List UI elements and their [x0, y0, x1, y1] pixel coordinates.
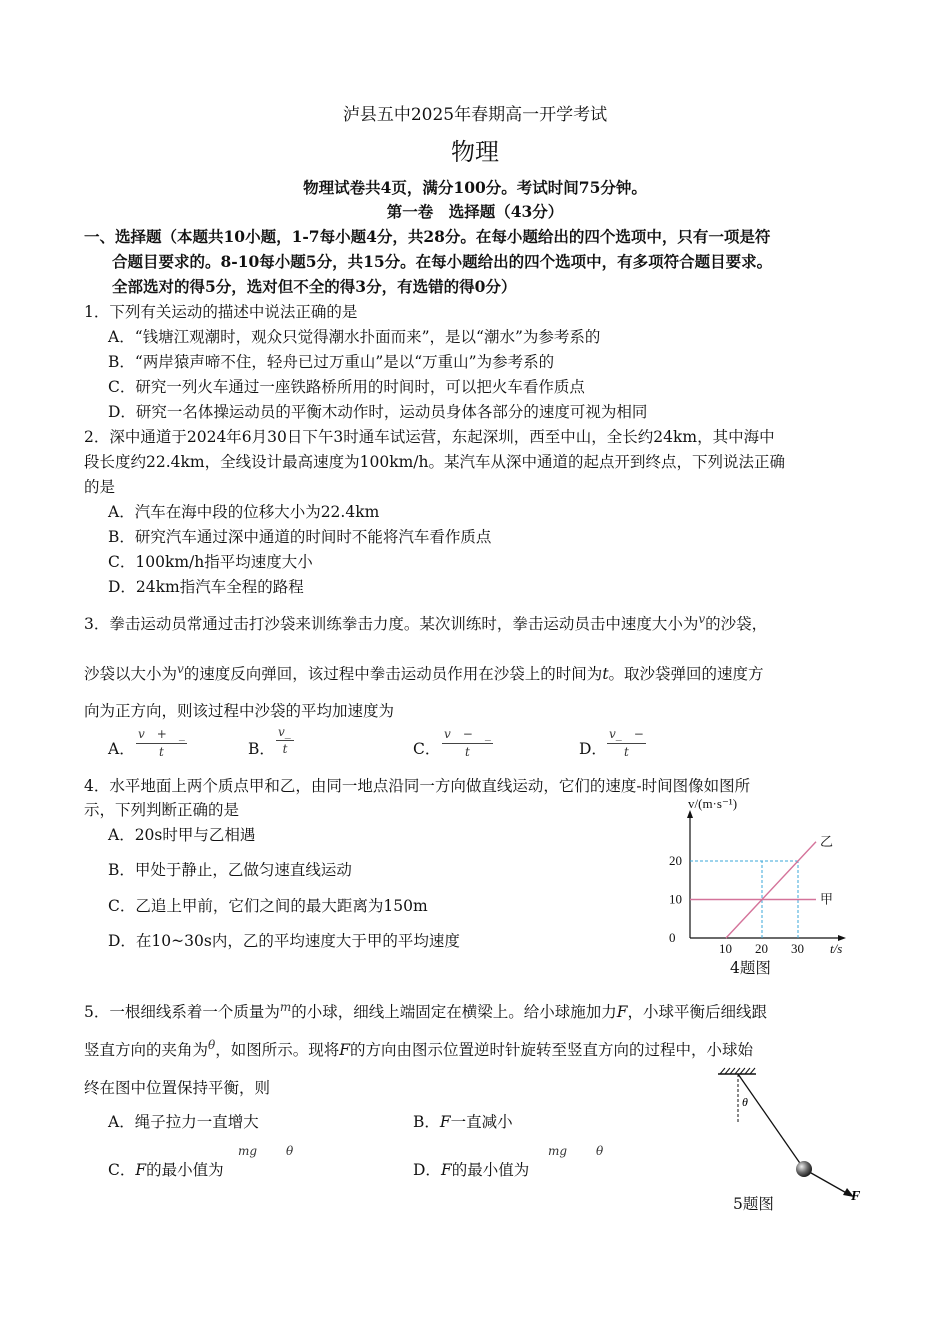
y-axis-arrow — [687, 810, 693, 818]
q5-option-b: B．F一直减小 — [413, 1113, 513, 1131]
q3-option-a-label: A． — [108, 740, 135, 758]
q1-option-d: D．研究一名体操运动员的平衡木动作时，运动员身体各部分的速度可视为相同 — [108, 403, 648, 421]
q1-option-c: C．研究一列火车通过一座铁路桥所用的时间时，可以把火车看作质点 — [108, 378, 585, 396]
series-label-yi: 乙 — [820, 833, 834, 849]
exam-info: 物理试卷共4页，满分100分。考试时间75分钟。 — [303, 178, 647, 197]
string — [738, 1074, 804, 1169]
q5-option-c: C．F的最小值为 — [108, 1161, 224, 1179]
q4-stem-line1: 4．水平地面上两个质点甲和乙，由同一地点沿同一方向做直线运动，它们的速度-时间图像如图所 — [84, 777, 751, 795]
q3-stem-line1: 3．拳击运动员常通过击打沙袋来训练拳击力度。某次训练时，拳击运动员击中速度大小为$^v$的沙袋， — [84, 612, 768, 634]
q5-var-theta: θ — [208, 1038, 216, 1052]
q5-figure-caption: 5题图 — [733, 1195, 774, 1213]
ball — [796, 1161, 812, 1177]
section-title-line1: 一、选择题（本题共10小题，1-7每小题4分，共28分。在每小题给出的四个选项中，只有一项是符 — [84, 227, 771, 246]
q2-stem-line2: 段长度约22.4km，全线设计最高速度为100km/h。某汽车从深中通道的起点开到终点，下列说法正确 — [84, 453, 785, 471]
x-tick-20: 20 — [755, 941, 768, 956]
q5-stem-line3: 终在图中位置保持平衡，则 — [84, 1079, 271, 1097]
q5-stem-line2: 竖直方向的夹角为$^\theta$，如图所示。现将F的方向由图示位置逆时针旋转至竖直方向的过程中，小球始 — [84, 1038, 754, 1060]
ceiling-hatching — [720, 1068, 755, 1074]
q2-option-c: C．100km/h指平均速度大小 — [108, 553, 313, 571]
theta-label: θ — [742, 1095, 748, 1109]
q3-option-d-label: D． — [579, 740, 607, 758]
q2-option-a: A．汽车在海中段的位移大小为22.4km — [108, 503, 380, 521]
q5-stem-line1: 5．一根细线系着一个质量为$^m$的小球，细线上端固定在横梁上。给小球施加力F，小球平衡后细线跟 — [84, 1000, 768, 1022]
q1-option-a: A．“钱塘江观潮时，观众只觉得潮水扑面而来”，是以“潮水”为参考系的 — [108, 328, 601, 346]
q4-figure-caption: 4题图 — [730, 959, 771, 977]
q1-stem: 1．下列有关运动的描述中说法正确的是 — [84, 303, 358, 321]
q4-vt-chart — [660, 796, 860, 956]
q3-var-t: t — [602, 665, 609, 684]
q5-option-d-mg: mg — [548, 1144, 568, 1158]
subject-title: 物理 — [451, 138, 499, 166]
x-axis-label: t/s — [830, 941, 843, 956]
q3-option-b-fraction: $\frac{v\_}{t}$ — [276, 725, 294, 756]
q3-var-v2: v — [177, 662, 184, 676]
y-axis-label: v/(m·s⁻¹) — [688, 796, 738, 811]
y-tick-10: 10 — [669, 891, 682, 907]
q2-stem-line3: 的是 — [84, 478, 116, 496]
q3-var-v1: v — [698, 612, 706, 626]
q3-stem-line2: 沙袋以大小为$^v$的速度反向弹回，该过程中拳击运动员作用在沙袋上的时间为t。取沙袋弹回的速度方 — [84, 662, 764, 684]
q5-option-a: A．绳子拉力一直增大 — [108, 1113, 259, 1131]
x-tick-30: 30 — [791, 941, 804, 956]
part-title: 第一卷 选择题（43分） — [386, 202, 564, 221]
q4-stem-line2: 示，下列判断正确的是 — [84, 801, 240, 819]
q3-stem-line3: 向为正方向，则该过程中沙袋的平均加速度为 — [84, 702, 395, 720]
q1-option-b: B．“两岸猿声啼不住，轻舟已过万重山”是以“万重山”为参考系的 — [108, 353, 555, 371]
q5-option-d: D．F的最小值为 — [413, 1161, 530, 1179]
q5-var-F2: F — [339, 1041, 351, 1060]
q5-var-F: F — [616, 1003, 628, 1022]
x-tick-10: 10 — [719, 941, 732, 956]
section-title-line2: 合题目要求的。8-10每小题5分，共15分。在每小题给出的四个选项中，有多项符合题目要求。 — [112, 252, 773, 271]
q3-option-a-fraction: $\frac{v + \_}{t}$ — [138, 727, 185, 759]
q5-option-c-mg: mg — [238, 1144, 258, 1158]
q4-option-a: A．20s时甲与乙相遇 — [108, 826, 256, 844]
y-tick-0: 0 — [669, 930, 676, 945]
force-F-label: F — [851, 1189, 861, 1204]
q3-option-c-fraction: $\frac{v - \_}{t}$ — [444, 727, 491, 759]
q4-option-c: C．乙追上甲前，它们之间的最大距离为150m — [108, 897, 428, 915]
series-line-yi — [726, 842, 816, 938]
y-tick-20: 20 — [669, 853, 682, 868]
q2-option-d: D．24km指汽车全程的路程 — [108, 578, 304, 596]
q4-option-d: D．在10~30s内，乙的平均速度大于甲的平均速度 — [108, 932, 460, 950]
q2-option-b: B．研究汽车通过深中通道的时间时不能将汽车看作质点 — [108, 528, 492, 546]
q3-option-c-label: C． — [413, 740, 441, 758]
section-title-line3: 全部选对的得5分，选对但不全的得3分，有选错的得0分） — [112, 277, 517, 296]
q5-option-d-theta: θ — [596, 1144, 604, 1158]
q2-stem-line1: 2．深中通道于2024年6月30日下午3时通车试运营，东起深圳，西至中山，全长约24km，其中海中 — [84, 428, 775, 446]
q4-option-b: B．甲处于静止，乙做匀速直线运动 — [108, 861, 352, 879]
q5-option-c-theta: θ — [286, 1144, 294, 1158]
q3-option-d-fraction: $\frac{v\_ -}{t}$ — [609, 727, 644, 759]
school-title: 泸县五中2025年春期高一开学考试 — [342, 105, 608, 125]
series-label-jia: 甲 — [820, 891, 834, 907]
q3-option-b-label: B． — [248, 740, 275, 758]
q5-var-m: m — [279, 1000, 292, 1014]
